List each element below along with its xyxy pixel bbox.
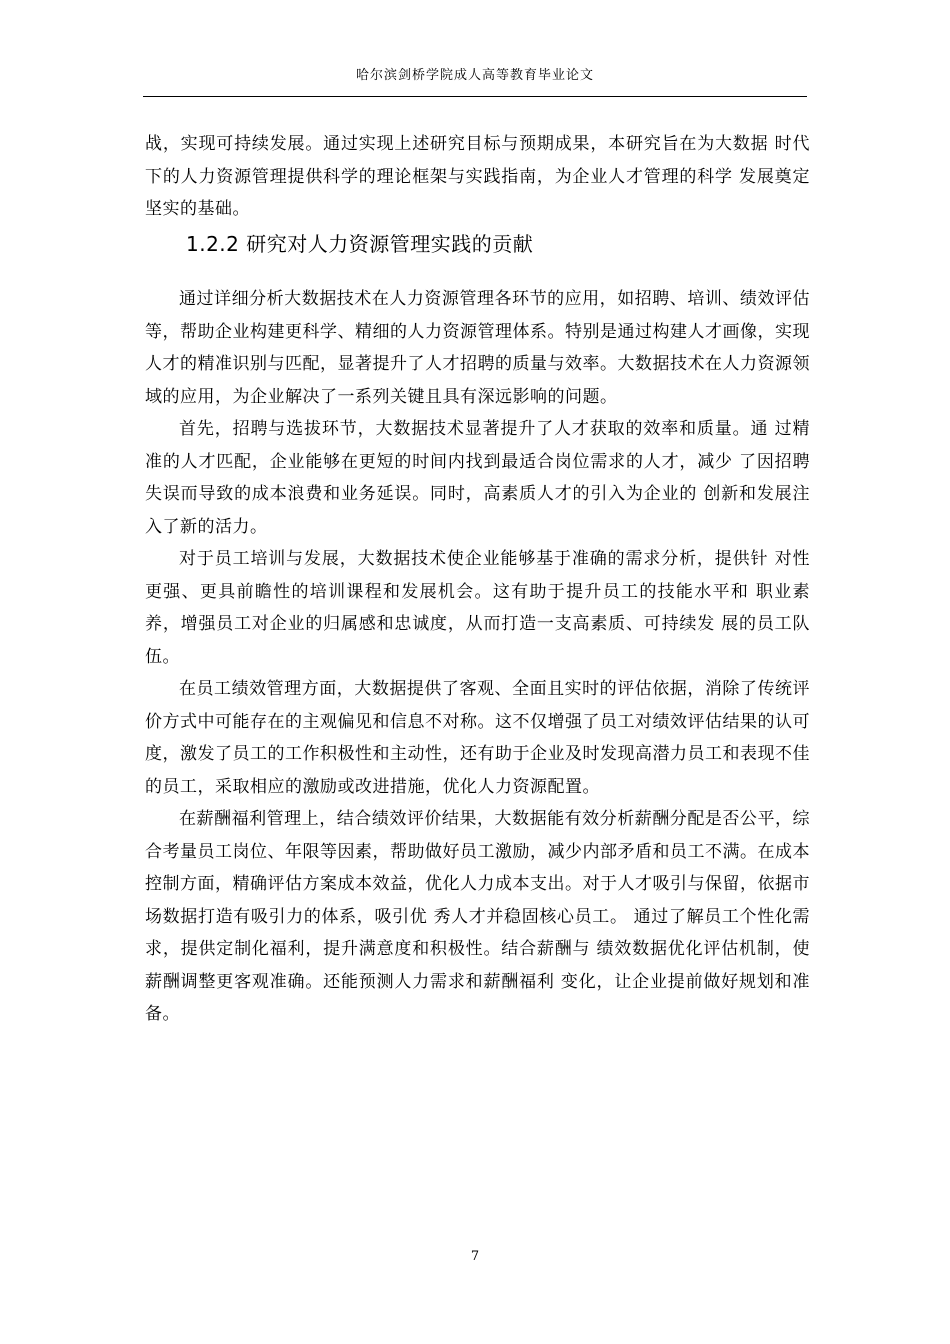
section-heading: 1.2.2 研究对人力资源管理实践的贡献 <box>186 232 534 256</box>
paragraph-contribution-overview: 通过详细分析大数据技术在人力资源管理各环节的应用，如招聘、培训、绩效评估等，帮助企业构建更科学、精细的人力资源管理体系。特别是通过构建人才画像，实现人才的精准识别与匹配，显著提升了人才招聘的质量与效率。大数据技术在人力资源领域的应用，为企业解决了一系列关键且具有深远影响的问题。 <box>145 289 810 407</box>
section-body <box>145 283 810 1031</box>
header-divider <box>143 96 807 97</box>
paragraph-recruitment: 首先，招聘与选拔环节，大数据技术显著提升了人才获取的效率和质量。通 过精准的人才匹配，企业能够在更短的时间内找到最适合岗位需求的人才，减少 了因招聘失误而导致的成本浪费和业务延误。同时，高素质人才的引入为企业的 创新和发展注入了新的活力。 <box>145 419 810 537</box>
paragraph-performance: 在员工绩效管理方面，大数据提供了客观、全面且实时的评估依据，消除了传统评价方式中可能存在的主观偏见和信息不对称。这不仅增强了员工对绩效评估结果的认可度，激发了员工的工作积极性和主动性，还有助于企业及时发现高潜力员工和表现不佳的员工，采取相应的激励或改进措施，优化人力资源配置。 <box>145 679 810 797</box>
paragraph-training: 对于员工培训与发展，大数据技术使企业能够基于准确的需求分析，提供针 对性更强、更具前瞻性的培训课程和发展机会。这有助于提升员工的技能水平和 职业素养，增强员工对企业的归属感和忠诚度，从而打造一支高素质、可持续发 展的员工队伍。 <box>145 549 810 667</box>
intro-text-block <box>145 128 810 226</box>
paragraph-compensation: 在薪酬福利管理上，结合绩效评价结果，大数据能有效分析薪酬分配是否公平，综合考量员工岗位、年限等因素，帮助做好员工激励，减少内部矛盾和员工不满。在成本控制方面，精确评估方案成本效益，优化人力成本支出。对于人才吸引与保留，依据市场数据打造有吸引力的体系，吸引优 秀人才并稳固核心员工。 通过了解员工个性化需求，提供定制化福利，提升满意度和积极性。结合薪酬与 绩效数据优化评估机制，使薪酬调整更客观准确。还能预测人力需求和薪酬福利 变化，让企业提前做好规划和准备。 <box>145 809 810 1024</box>
page-header: 哈尔滨剑桥学院成人高等教育毕业论文 <box>355 68 594 83</box>
page-number: 7 <box>470 1249 480 1264</box>
intro-paragraph: 战，实现可持续发展。通过实现上述研究目标与预期成果，本研究旨在为大数据 时代下的人力资源管理提供科学的理论框架与实践指南，为企业人才管理的科学 发展奠定坚实的基础。 <box>145 134 810 219</box>
